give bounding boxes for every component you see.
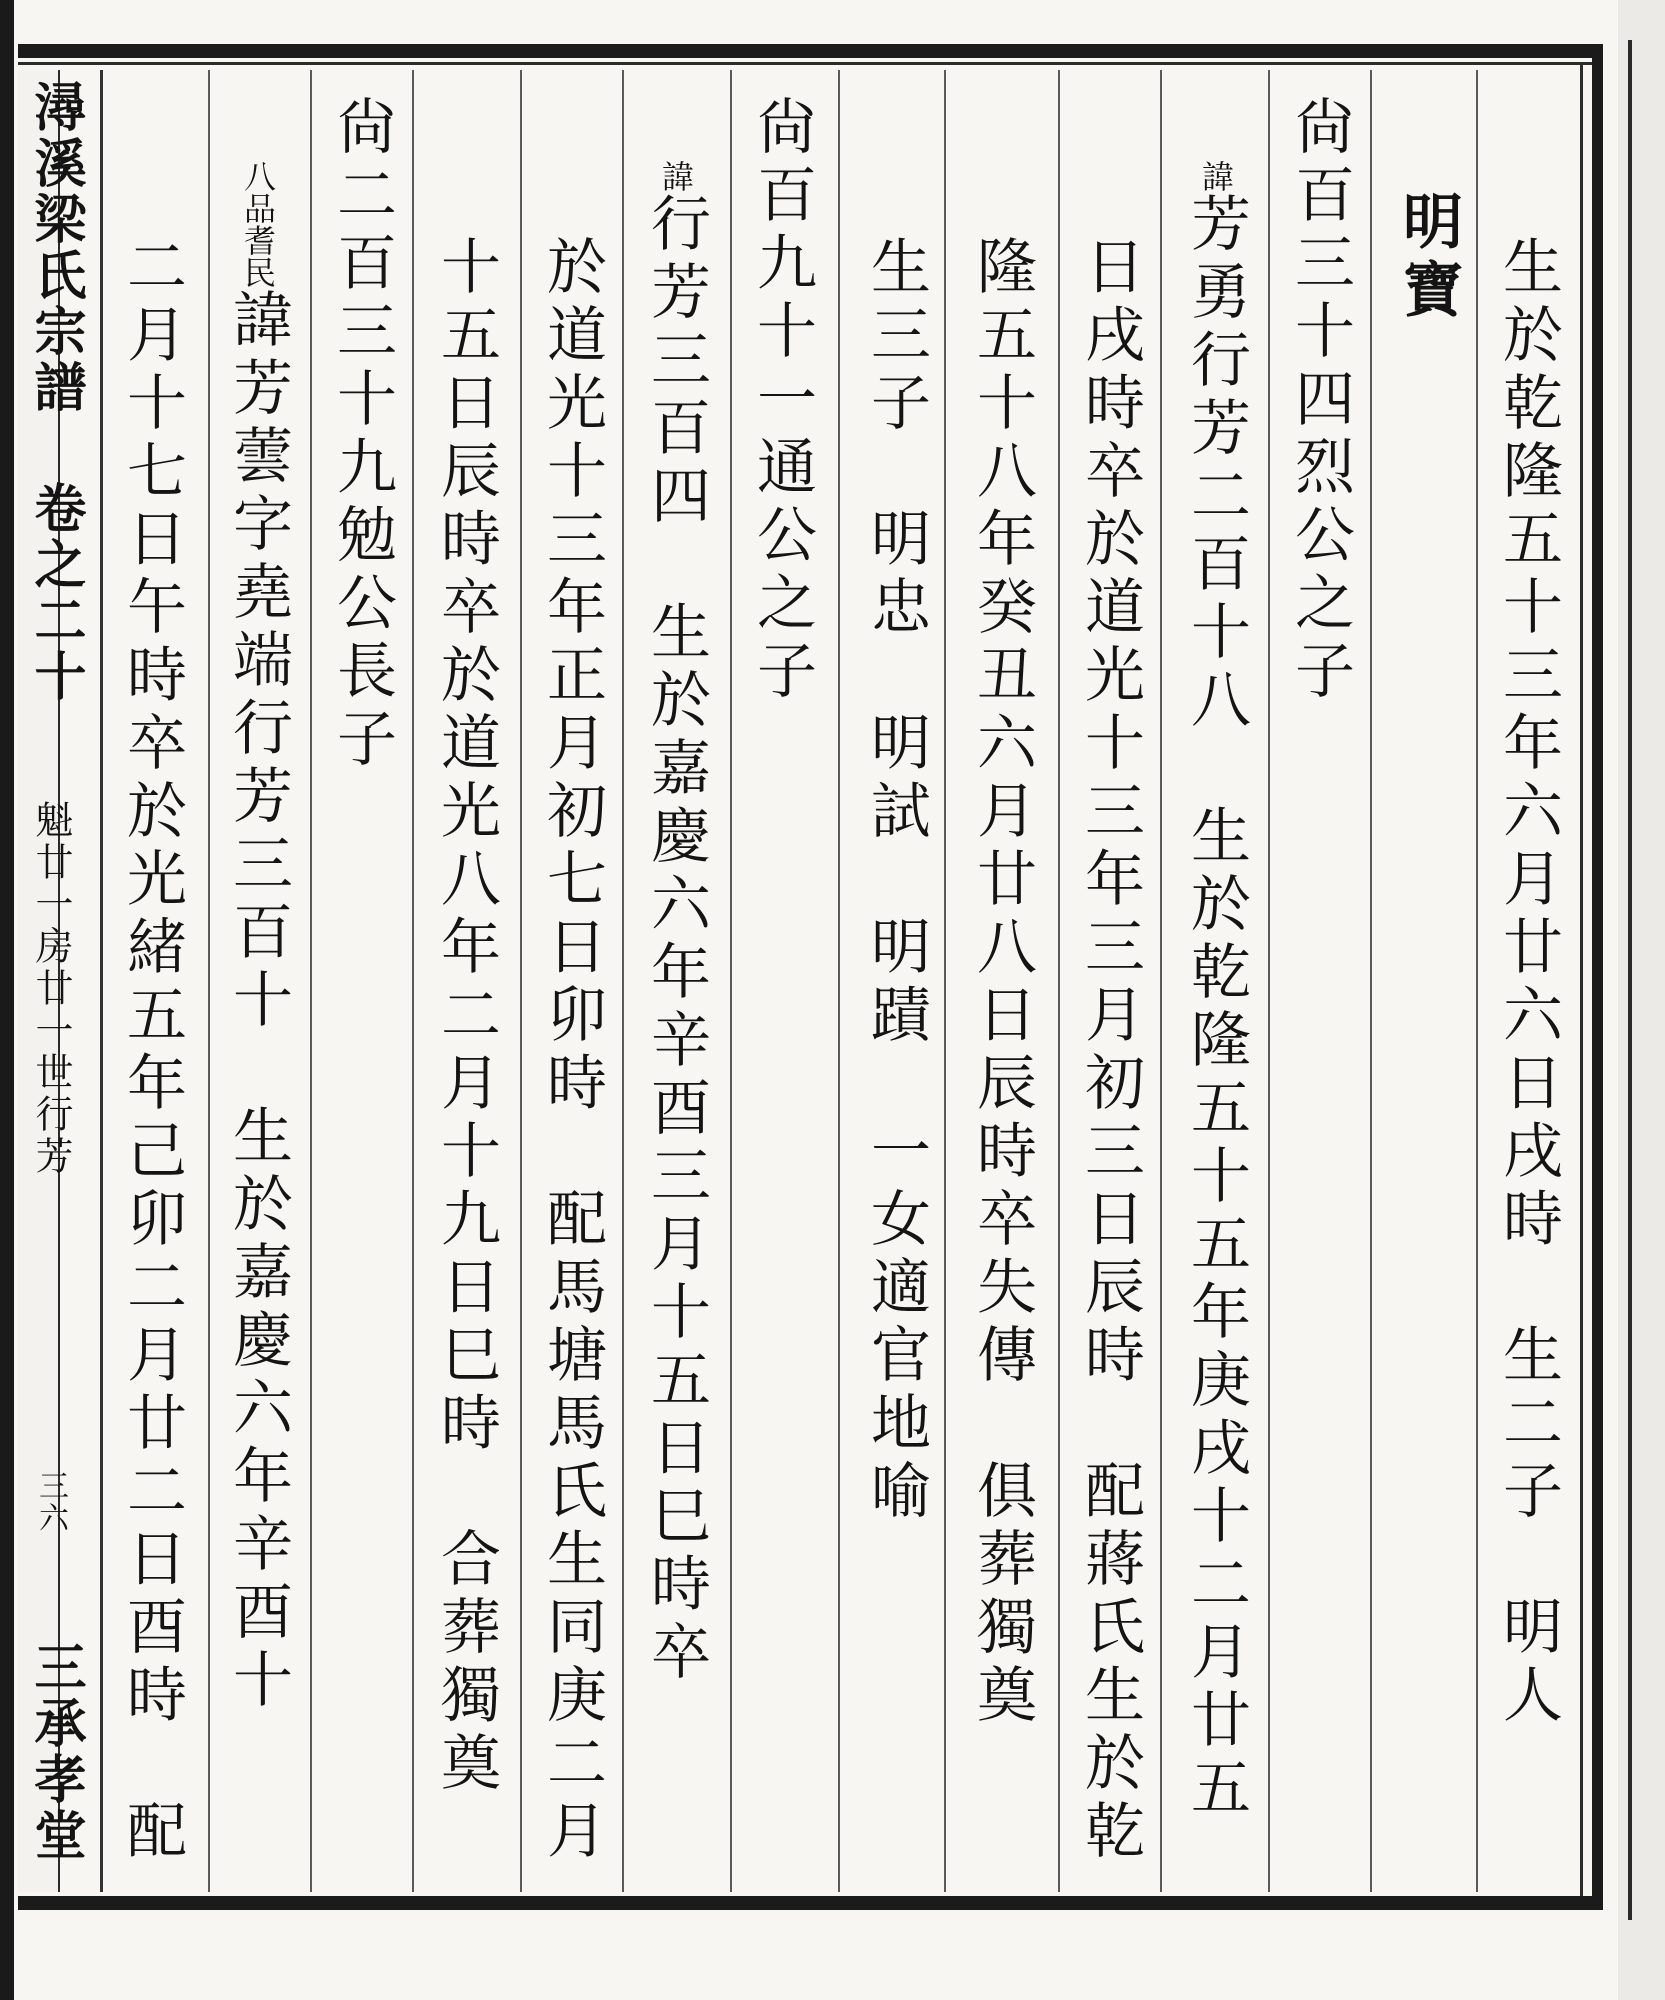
page-frame-top xyxy=(18,44,1603,58)
scan-edge xyxy=(0,0,14,2000)
column-rule xyxy=(1268,70,1270,1892)
page-frame-top-inner xyxy=(18,62,1603,65)
column-rule xyxy=(1160,70,1162,1892)
honorific-prefix: 諱 xyxy=(657,160,695,192)
hall-name: 三承孝堂 xyxy=(25,1640,86,1864)
text-column: 二月十七日午時卒於光緒五年己卯二月廿二日酉時 配 xyxy=(117,235,187,1867)
column-body: 芳勇行芳二百十八 生於乾隆五十五年庚戌十二月廿五 xyxy=(1181,192,1251,1824)
text-column: 生三子 明忠 明試 明蹟 一女適官地喻 xyxy=(861,235,931,1527)
column-rule xyxy=(944,70,946,1892)
column-rule xyxy=(412,70,414,1892)
column-rule xyxy=(310,70,312,1892)
facing-page-edge xyxy=(1618,0,1665,2000)
column-rule xyxy=(622,70,624,1892)
text-column: 尙二百三十九勉公長子 xyxy=(327,95,397,775)
column-rule xyxy=(1476,70,1478,1892)
text-column: 十五日辰時卒於道光八年二月十九日巳時 合葬獨奠 xyxy=(431,235,501,1799)
text-column: 日戌時卒於道光十三年三月初三日辰時 配蔣氏生於乾 xyxy=(1075,235,1145,1867)
column-rule xyxy=(1370,70,1372,1892)
page-frame-right xyxy=(1592,44,1603,1910)
book-title: 潯溪梁氏宗譜 卷之二十 xyxy=(25,80,86,705)
text-column: 尙百九十一通公之子 xyxy=(747,95,817,707)
column-rule xyxy=(208,70,210,1892)
text-column: 生於乾隆五十三年六月廿六日戌時 生二子 明人 xyxy=(1493,235,1563,1731)
section-label: 魁廿一房廿一世行芳 xyxy=(29,800,73,1178)
column-body: 諱芳蕓字堯端行芳三百十 生於嘉慶六年辛酉十 xyxy=(223,288,293,1716)
text-column: 隆五十八年癸丑六月廿八日辰時卒失傳 俱葬獨奠 xyxy=(967,235,1037,1731)
page-number: 三六 xyxy=(33,1470,68,1534)
column-body: 行芳三百四 生於嘉慶六年辛酉三月十五日巳時卒 xyxy=(641,192,711,1688)
column-rule xyxy=(520,70,522,1892)
column-rule xyxy=(100,70,103,1892)
text-column xyxy=(1181,160,1251,1824)
honorific-prefix: 諱 xyxy=(1197,160,1235,192)
page-bottom-margin xyxy=(18,1912,1603,2000)
facing-page-border xyxy=(1628,40,1632,1920)
text-column: 尙百三十四烈公之子 xyxy=(1285,95,1355,707)
text-column xyxy=(641,160,711,1688)
column-rule xyxy=(730,70,732,1892)
text-column: 於道光十三年正月初七日卯時 配馬塘馬氏生同庚二月 xyxy=(537,235,607,1867)
text-column xyxy=(223,160,293,1716)
column-rule xyxy=(1058,70,1060,1892)
page-frame-bottom xyxy=(18,1896,1603,1910)
honorific-prefix: 八品耆民 xyxy=(239,160,277,288)
text-column: 明寶 xyxy=(1393,190,1463,326)
column-rule xyxy=(838,70,840,1892)
page-frame-right-inner xyxy=(1580,62,1583,1896)
